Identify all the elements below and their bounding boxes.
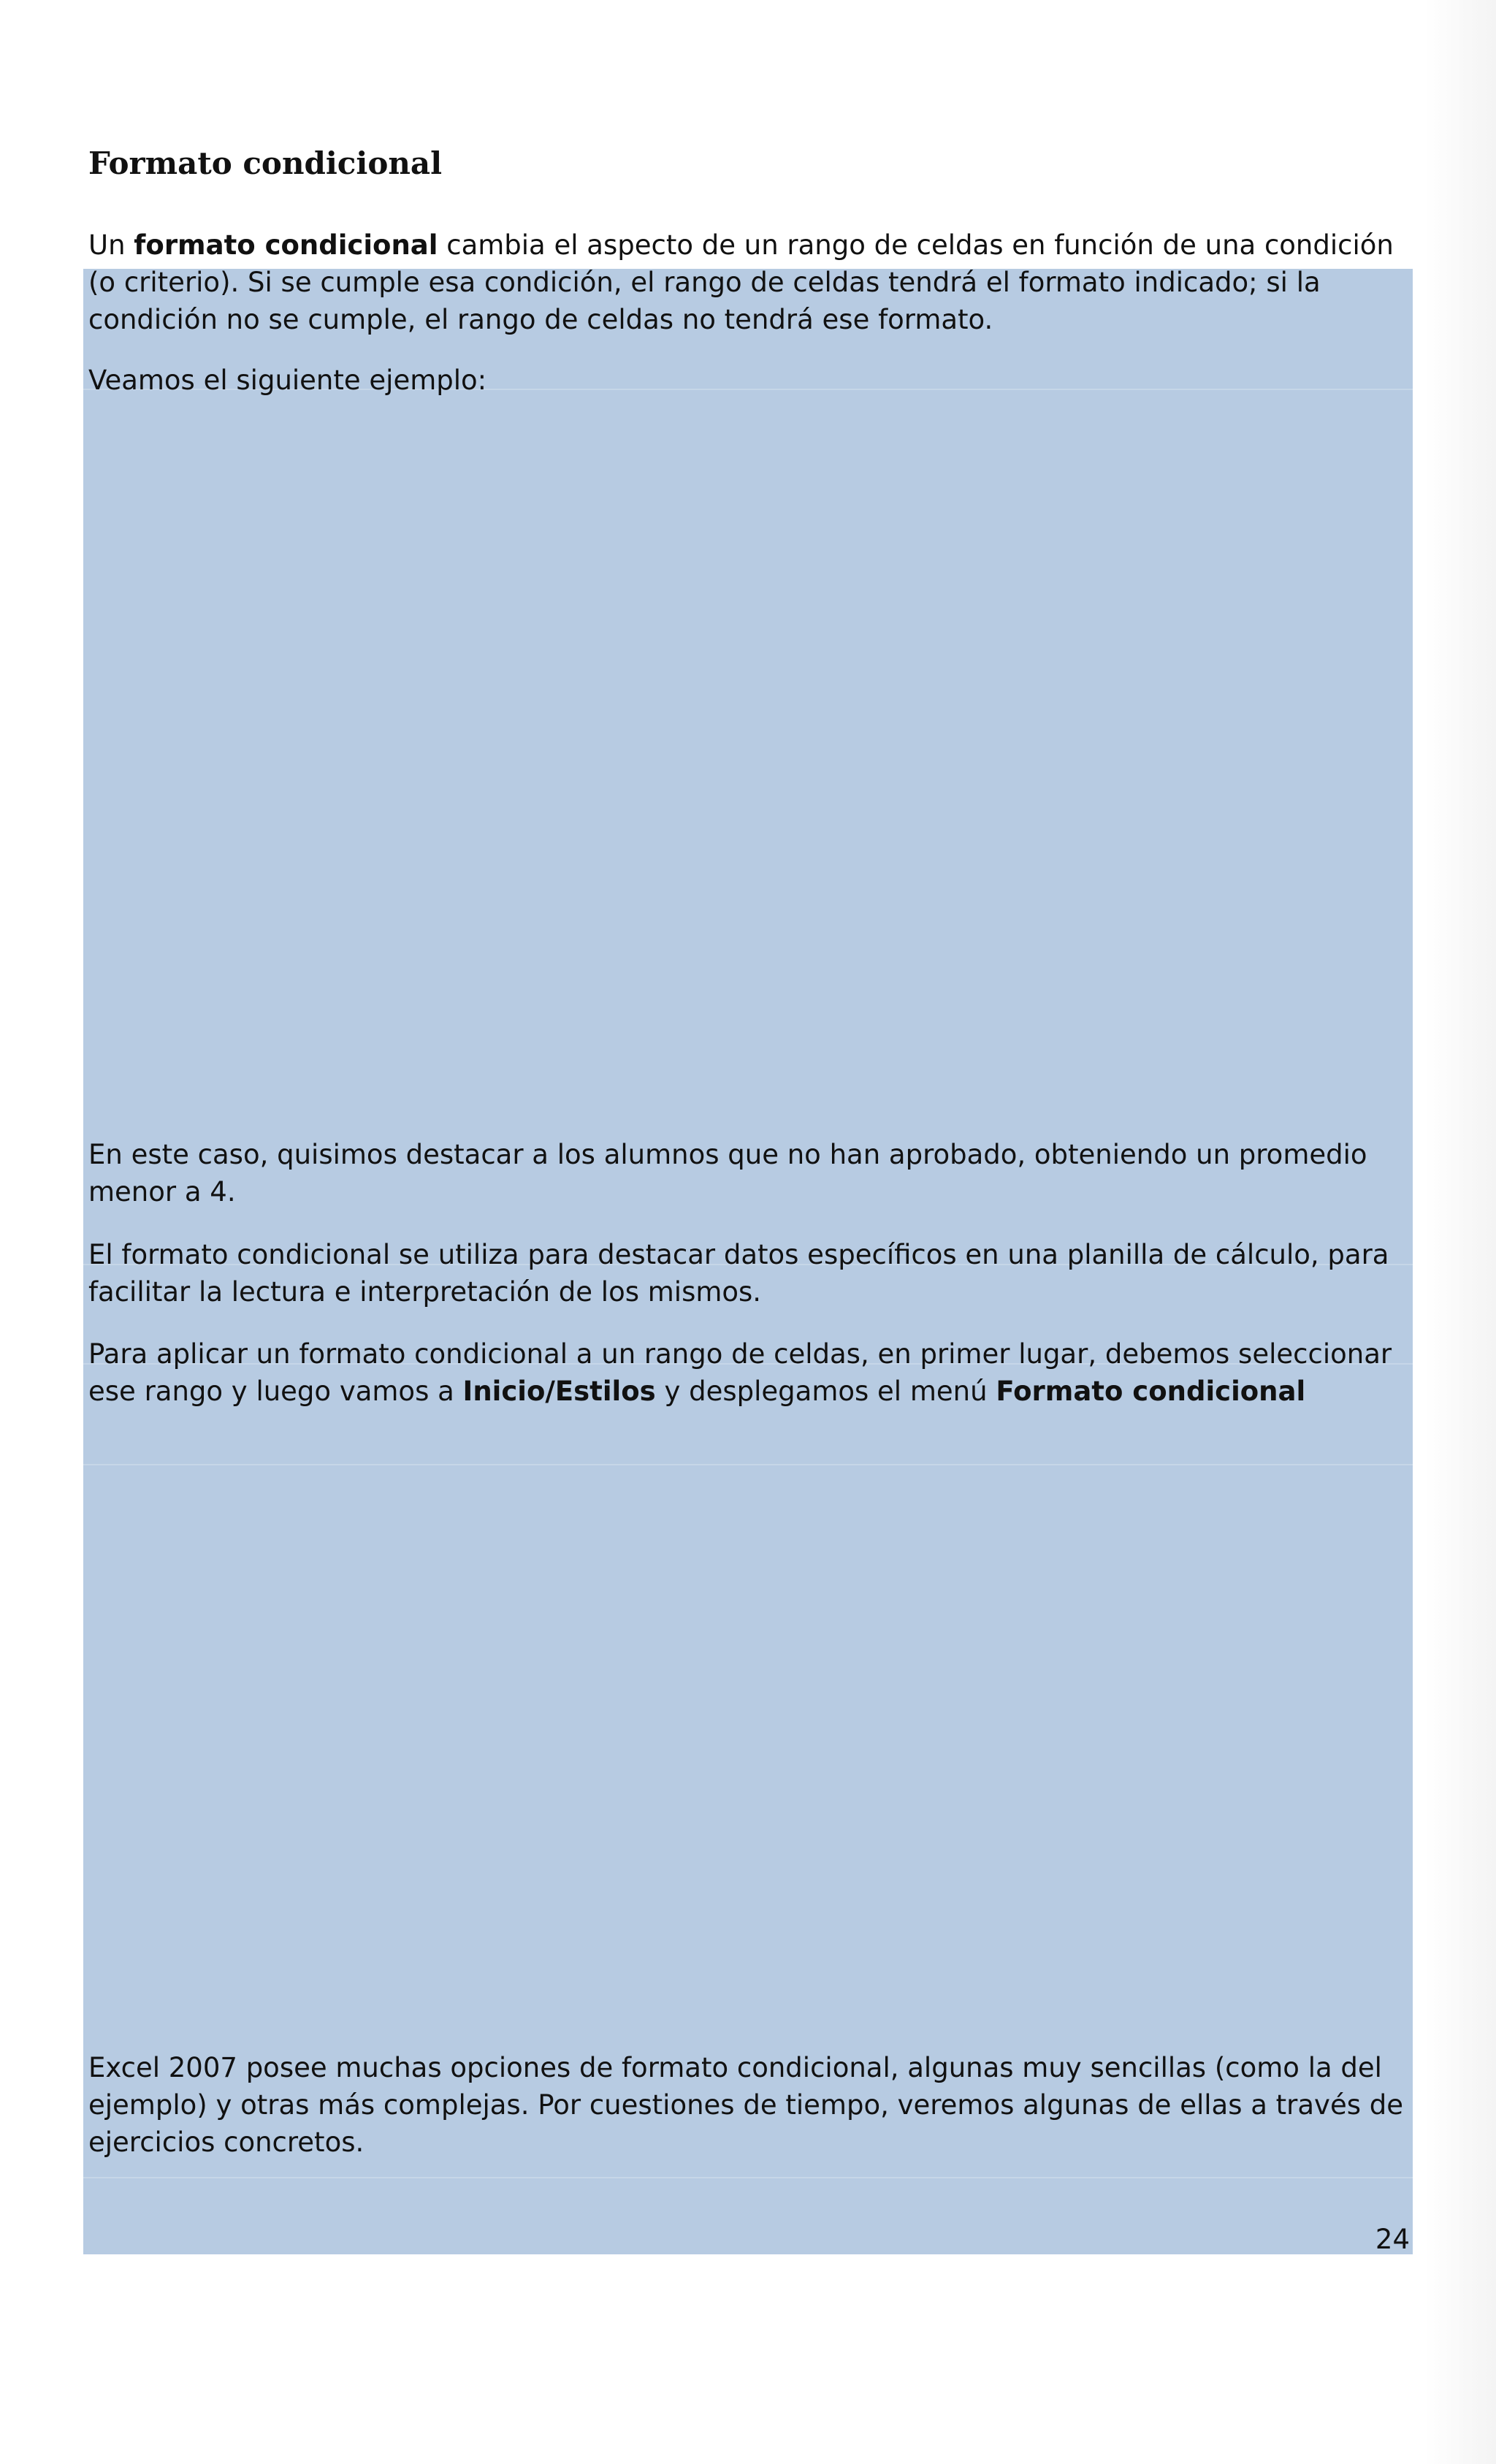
- paragraph-intro: [88, 226, 1414, 338]
- page-edge-shadow: [1424, 0, 1496, 2464]
- paragraph-how-to: [88, 1335, 1414, 1410]
- paragraph-case: En este caso, quisimos destacar a los alumnos que no han aprobado, obteniendo un promedio menor a 4.: [88, 1139, 1367, 1208]
- paragraph-intro-bold: formato condicional: [134, 229, 438, 261]
- paragraph-how-to-text-mid: y desplegamos el menú: [655, 1376, 996, 1407]
- section-title: Formato condicional: [88, 145, 443, 181]
- paragraph-example-lead: Veamos el siguiente ejemplo:: [88, 365, 487, 396]
- menu-image-placeholder: [83, 1468, 1413, 2038]
- highlight-divider: [83, 2177, 1413, 2178]
- paragraph-intro-text-rest: cambia el aspecto de un rango de celdas en función de una condición (o criterio). Si se cumple esa condición, el rango de celdas tendrá el formato indicado; si la condición no se cumple, el rango de celdas no tendrá ese formato.: [88, 229, 1394, 335]
- paragraph-intro-text: Un: [88, 229, 134, 261]
- paragraph-excel-options: Excel 2007 posee muchas opciones de formato condicional, algunas muy sencillas (como la del ejemplo) y otras más complejas. Por cuestiones de tiempo, veremos algunas de ellas a través de ejercicios concretos.: [88, 2052, 1404, 2158]
- paragraph-how-to-text: Para aplicar un formato condicional a un rango de celdas, en primer lugar, debemos seleccionar ese rango y luego vamos a: [88, 1338, 1392, 1407]
- menu-formato-condicional: Formato condicional: [996, 1376, 1306, 1407]
- highlight-divider: [83, 1464, 1413, 1465]
- paragraph-purpose: El formato condicional se utiliza para destacar datos específicos en una planilla de cálculo, para facilitar la lectura e interpretación de los mismos.: [88, 1239, 1389, 1308]
- page-number: 24: [1375, 2224, 1410, 2255]
- example-image-placeholder: [83, 394, 1413, 1125]
- menu-path-inicio-estilos: Inicio/Estilos: [462, 1376, 656, 1407]
